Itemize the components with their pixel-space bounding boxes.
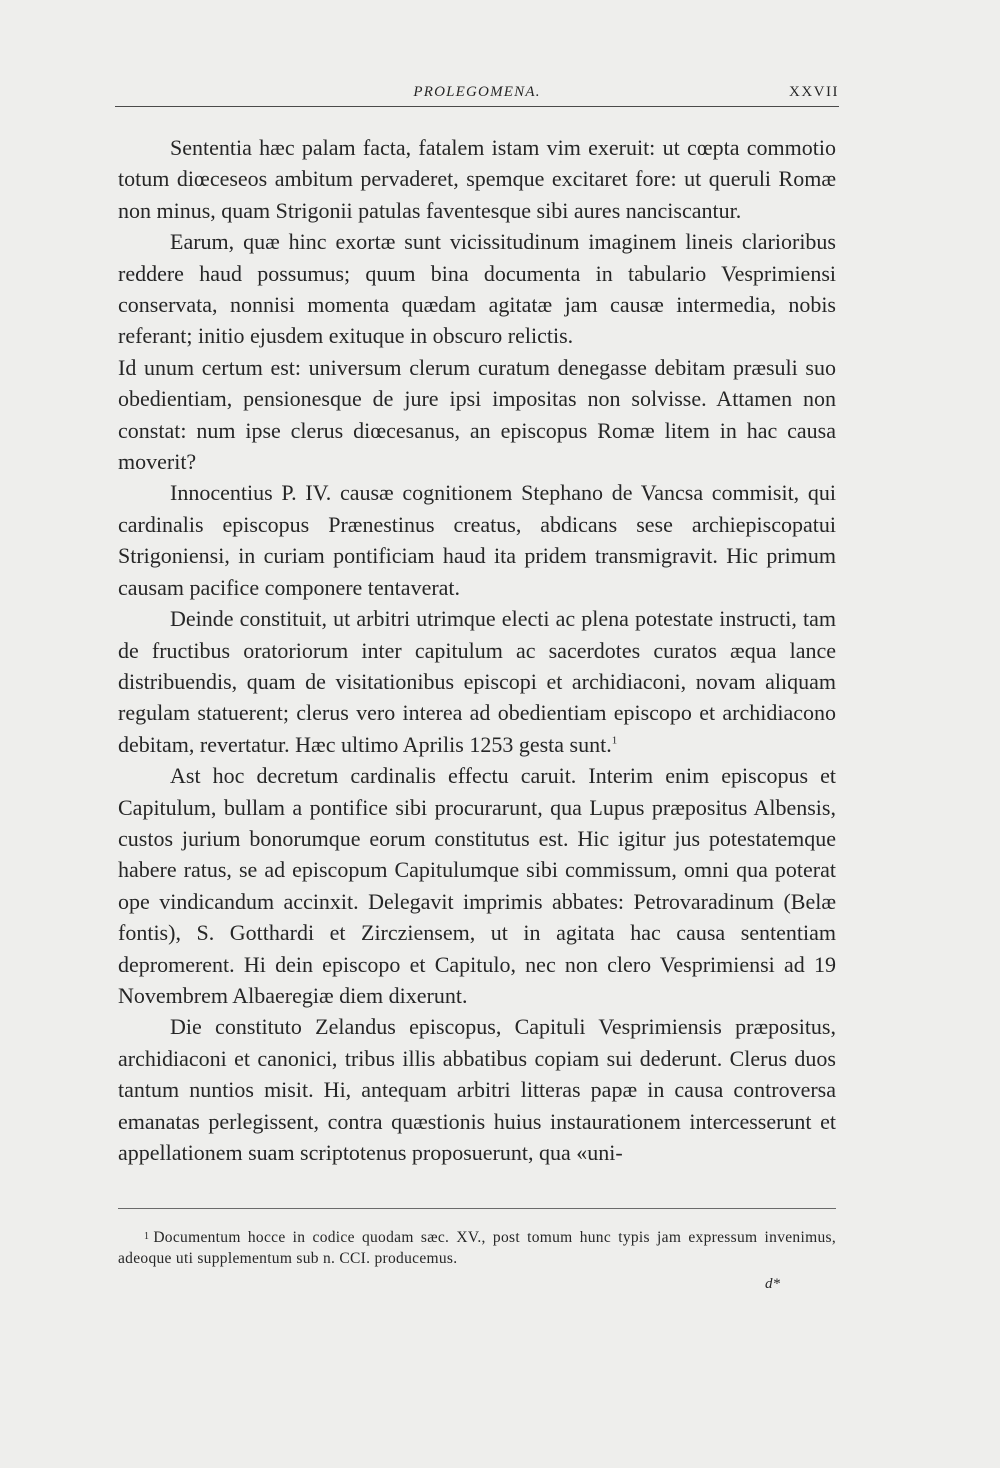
paragraph-4: Innocentius P. IV. causæ cognitionem Stephano de Vancsa commisit, qui cardinalis episcopus Prænestinus creatus, abdicans sese archiepiscopatui Strigoniensi, in curiam pontificiam haud ita pridem transmigravit. Hic primum causam pacifice componere tentaverat. bbox=[118, 480, 836, 600]
footnote-text: Documentum hocce in codice quodam sæc. XV., post tomum hunc typis jam expressum invenimus, adeoque uti supplementum sub n. CCI. producemus. bbox=[118, 1229, 836, 1267]
footnote-divider bbox=[118, 1208, 836, 1209]
running-head-title: PROLEGOMENA. bbox=[413, 84, 541, 100]
signature-mark: d* bbox=[765, 1276, 780, 1292]
paragraph-7: Die constituto Zelandus episcopus, Capituli Vesprimiensis præpositus, archidiaconi et canonici, tribus illis abbatibus copiam sui dederunt. Clerus duos tantum nuntios misit. Hi, antequam arbitri litteras papæ in causa controversa emanatas perlegissent, contra quæstionis huius instaurationem intercesserunt et appellationem suam scriptotenus proposuerunt, qua «uni- bbox=[118, 1014, 836, 1165]
paragraph-2: Earum, quæ hinc exortæ sunt vicissitudinum imaginem lineis clarioribus reddere haud possumus; quum bina documenta in tabulario Vesprimiensi conservata, nonnisi momenta quædam agitatæ jam causæ intermedia, nobis referant; initio ejusdem exituque in obscuro relictis. bbox=[118, 229, 836, 349]
paragraph-5 bbox=[118, 603, 836, 760]
main-text bbox=[118, 132, 836, 1168]
paragraph-3: Id unum certum est: universum clerum curatum denegasse debitam præsuli suo obedientiam, pensionesque de jure ipsi impositas non solvisse. Attamen non constat: num ipse clerus diœcesanus, an episcopus Romæ litem in hac causa moverit? bbox=[118, 354, 836, 475]
footnote bbox=[118, 1226, 836, 1269]
page-number: XXVII bbox=[789, 84, 839, 100]
footnote-reference: 1 bbox=[611, 734, 618, 747]
footnote-paragraph bbox=[118, 1226, 836, 1269]
paragraph-1: Sententia hæc palam facta, fatalem istam vim exeruit: ut cœpta commotio totum diœceseos ambitum pervaderet, spemque excitaret fore: ut queruli Romæ non minus, quam Strigonii patulas faventesque sibi aures nanciscantur. bbox=[118, 135, 836, 223]
footnote-mark: 1 bbox=[144, 1231, 150, 1242]
paragraph-5-text: Deinde constituit, ut arbitri utrimque electi ac plena potestate instructi, tam de fructibus oratoriorum inter capitulum ac sacerdotes curatos æqua lance distribuendis, quam de visitationibus episcopi et archidiaconi, novam aliquam regulam statuerent; clerus vero interea ad obedientiam episcopo et archidiacono debitam, revertatur. Hæc ultimo Aprilis 1253 gesta sunt. bbox=[118, 606, 836, 757]
paragraph-6: Ast hoc decretum cardinalis effectu caruit. Interim enim episcopus et Capitulum, bullam a pontifice sibi procurarunt, qua Lupus præpositus Albensis, custos jurium bonorumque eorum constitutus est. Hic igitur jus potestatemque habere ratus, se ad episcopum Capitulumque sibi commissum, omni qua poterat ope vindicandum accinxit. Delegavit imprimis abbates: Petrovaradinum (Belæ fontis), S. Gotthardi et Zircziensem, ut in agitata hac causa sententiam depromerent. Hi dein episcopo et Capitulo, nec non clero Vesprimiensi ad 19 Novembrem Albaeregiæ diem dixerunt. bbox=[118, 763, 836, 1008]
running-head bbox=[115, 84, 839, 107]
